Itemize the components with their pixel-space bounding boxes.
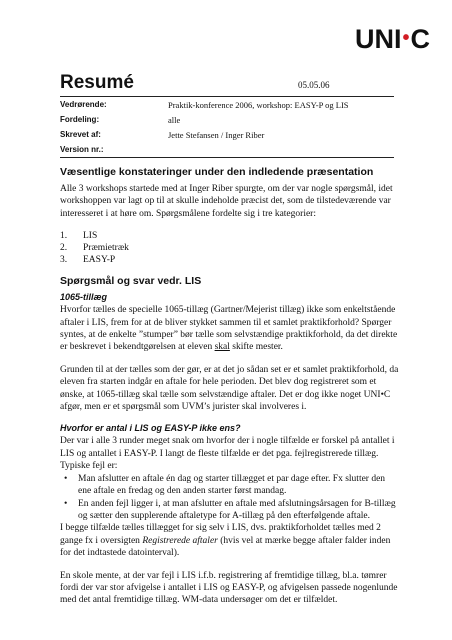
bullet-glyph: • xyxy=(64,498,68,509)
text-run: skifte mester. xyxy=(229,342,283,353)
meta-label: Version nr.: xyxy=(60,145,104,154)
list-text: Præmietræk xyxy=(83,243,129,254)
section-heading-lis: Spørgsmål og svar vedr. LIS xyxy=(60,275,202,288)
meta-value: Praktik-konference 2006, workshop: EASY-P og LIS xyxy=(168,99,349,110)
intro-paragraph: Alle 3 workshops startede med at Inger Riber spurgte, om der var nogle spørgsmål, idet workshoppen var lagt op til at skulle indeholde præcist det, som de tilstedeværende var interesseret i at høre om. Spørgsmålene fordelte sig i tre kategorier: xyxy=(60,184,393,219)
text-run: Hvorfor tælles de specielle 1065-tillæg (Gartner/Mejerist tillæg) ikke som enkeltstående aftaler i LIS, frem for at de bliver stykket sammen til et samlet praktikforhold? Spørger syntes, at de enkelte ”stumper” bør tælle som selvstændige praktikforhold, da det direkte er beskrevet i bekendtgørelsen at eleven xyxy=(60,305,398,353)
list-text: EASY-P xyxy=(83,255,116,266)
paragraph-1065-question xyxy=(60,304,400,354)
paragraph-1065-answer: Grunden til at der tælles som der gør, er at det jo sådan set er et samlet praktikforhold, da eleven fra starten indgår en aftale for hele perioden. Det blev dog registreret som et ønske, at 1065-tillæg skal tælle som selvstændige aftaler. Det er dog ikke noget UNI•C afgør, men er et spørgsmål som UVM’s jurister skal involveres i. xyxy=(60,364,399,413)
meta-value: Jette Stefansen / Inger Riber xyxy=(168,129,265,140)
metadata-table xyxy=(60,96,394,158)
logo-dot: • xyxy=(402,27,410,49)
list-item xyxy=(60,473,400,498)
paragraph-antal-closing xyxy=(60,522,400,559)
text-run-italic: Registrerede aftaler xyxy=(142,535,218,546)
paragraph-final: En skole mente, at der var fejl i LIS i.f.b. registrering af fremtidige tillæg, bl.a. tømrer fordi der var stor afvigelse i antallet i LIS og EASY-P, og afvigelsen passede nogenlunde med det antal fremtidige tillæg. WM-data undersøger om det er tilfældet. xyxy=(60,570,398,606)
list-item xyxy=(60,230,400,242)
list-number: 3. xyxy=(60,255,68,266)
meta-label: Vedrørende: xyxy=(60,100,107,109)
meta-row-vedroerende xyxy=(60,97,394,112)
list-number: 1. xyxy=(60,231,68,242)
logo-text-right: C xyxy=(410,24,430,54)
unic-logo xyxy=(355,24,430,55)
meta-row-version xyxy=(60,142,394,157)
meta-row-fordeling xyxy=(60,112,394,127)
meta-row-skrevet-af xyxy=(60,127,394,142)
document-body xyxy=(60,166,400,617)
document-date: 05.05.06 xyxy=(298,80,330,90)
list-text: En anden fejl ligger i, at man afslutter en aftale med afslutningsårsagen for B-tillæg og sætter den supplerende aftaletype for A-tillæg på den efterfølgende aftale. xyxy=(78,498,396,521)
section-heading-presentation: Væsentlige konstateringer under den indledende præsentation xyxy=(60,166,374,178)
text-run: (hvis vel at mærke begge aftaler falder inden for det indtastede datointerval). xyxy=(60,535,391,559)
list-item xyxy=(60,242,400,254)
meta-value: alle xyxy=(168,114,181,125)
meta-label: Fordeling: xyxy=(60,115,100,124)
list-text: Man afslutter en aftale én dag og starter tillægget et par dage efter. Fx slutter den ene aftale en fredag og den anden starter først mandag. xyxy=(78,473,386,497)
category-list xyxy=(60,230,400,266)
text-run-underlined: skal xyxy=(214,342,230,353)
list-number: 2. xyxy=(60,243,68,254)
text-run: I begge tilfælde tælles tillægget for sig selv i LIS, dvs. praktikforholdet tælles med 2 gange fx i oversigten xyxy=(60,523,381,546)
list-item xyxy=(60,498,400,523)
logo-text-left: UNI xyxy=(354,24,402,54)
list-text: LIS xyxy=(83,231,98,242)
subheading-1065: 1065-tillæg xyxy=(60,292,108,303)
paragraph-antal-intro: Der var i alle 3 runder meget snak om hvorfor der i nogle tilfælde er forskel på antallet i LIS og antallet i EASY-P. I langt de fleste tilfælde er det pga. fejlregistrerede tillæg. Typiske fejl er: xyxy=(60,436,395,472)
subheading-antal: Hvorfor er antal i LIS og EASY-P ikke ens? xyxy=(60,423,241,434)
meta-label: Skrevet af: xyxy=(60,130,101,139)
page-title: Resumé xyxy=(60,72,134,93)
error-bullet-list xyxy=(60,473,400,523)
bullet-glyph: • xyxy=(64,473,68,484)
list-item xyxy=(60,254,400,266)
